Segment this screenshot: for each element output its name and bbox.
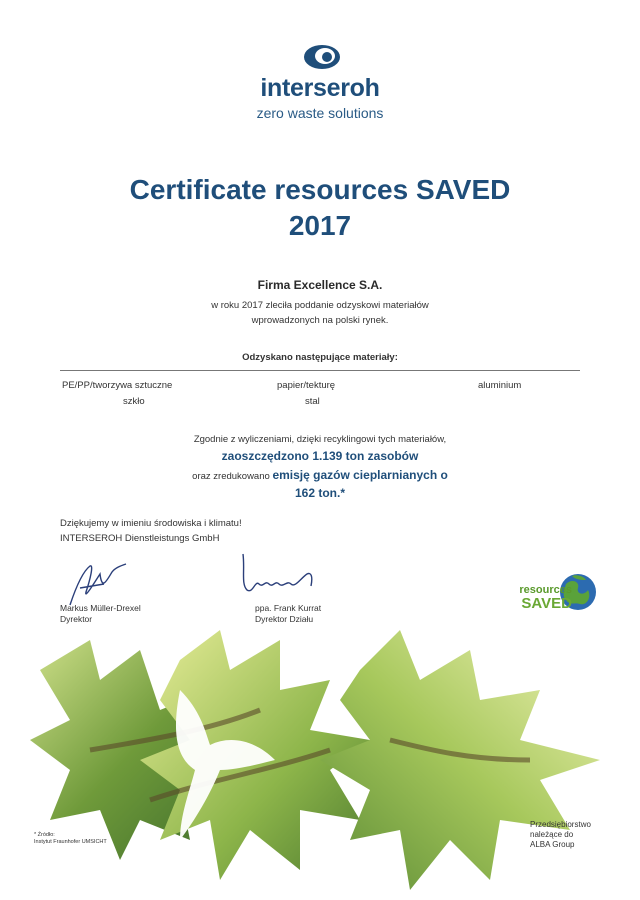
footnote-line-2: Instytut Fraunhofer UMSICHT (34, 839, 107, 845)
alba-line-3: ALBA Group (530, 840, 575, 849)
logo-name: interseroh (260, 74, 380, 102)
thanks-line: Dziękujemy w imieniu środowiska i klimatu! (60, 518, 242, 529)
alba-line-1: Przedsiębiorstwo (530, 820, 591, 829)
interseroh-logo-mark-icon (302, 42, 342, 72)
title-line-1: Certificate resources SAVED (129, 174, 511, 205)
signatory-1-role: Dyrektor (60, 614, 93, 624)
issuer-name: INTERSEROH Dienstleistungs GmbH (60, 533, 220, 544)
company-name: Firma Excellence S.A. (257, 278, 383, 292)
material-item: aluminium (478, 380, 522, 391)
signatory-1-name: Markus Müller-Drexel (60, 603, 141, 613)
material-item: szkło (123, 396, 145, 407)
material-item: papier/tekturę (277, 380, 336, 391)
resources-saved-amount: zaoszczędzono 1.139 ton zasobów (221, 449, 419, 463)
alba-line-2: należące do (530, 830, 574, 839)
footnote-line-1: * Źródło: (34, 832, 55, 838)
calculation-line-3 (0, 468, 640, 482)
badge-line-2: SAVED (521, 595, 572, 612)
title-year: 2017 (288, 210, 352, 241)
material-item: PE/PP/tworzywa sztuczne (62, 380, 173, 391)
resources-saved-badge (502, 584, 572, 610)
calculation-line-1: Zgodnie z wyliczeniami, dzięki recyklingowi tych materiałów, (193, 434, 447, 445)
footnote (34, 832, 107, 846)
intro-text (0, 298, 640, 328)
alba-group-note (530, 820, 620, 850)
emission-reduction-amount: 162 ton.* (294, 486, 345, 500)
intro-line-1: w roku 2017 zleciła poddanie odzyskowi materiałów (211, 300, 429, 311)
logo-tagline: zero waste solutions (256, 105, 384, 121)
intro-line-2: wprowadzonych na polski rynek. (251, 315, 389, 326)
materials-divider (60, 370, 580, 371)
material-item: stal (305, 396, 320, 407)
emission-reduction-label: emisję gazów cieplarnianych o (272, 468, 448, 482)
materials-heading: Odzyskano następujące materiały: (242, 352, 398, 363)
signatory-2-role: Dyrektor Działu (255, 614, 314, 624)
badge-line-1: resources (519, 584, 572, 596)
signatory-2-name: ppa. Frank Kurrat (255, 603, 322, 613)
calculation-line-3-prefix: oraz zredukowano (192, 471, 270, 482)
signature-2-icon (235, 550, 320, 600)
leaves-collage-image (30, 620, 610, 900)
thanks-block (60, 516, 242, 546)
certificate-title (0, 172, 640, 244)
